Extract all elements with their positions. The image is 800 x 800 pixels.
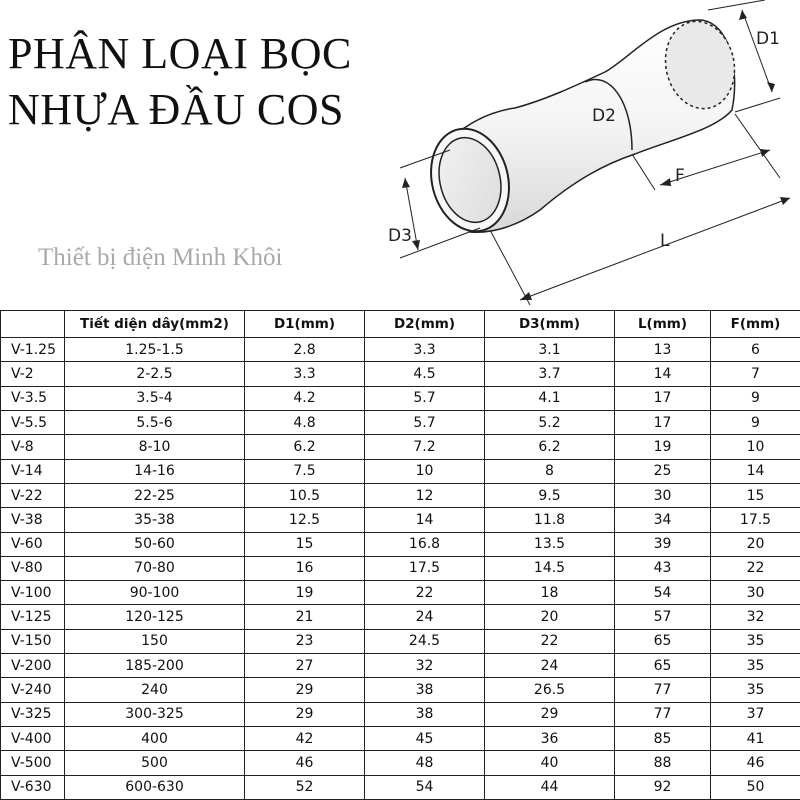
table-cell: 30 bbox=[615, 483, 711, 507]
row-code-cell: V-325 bbox=[1, 702, 65, 726]
table-row bbox=[1, 459, 800, 483]
table-cell: 150 bbox=[65, 629, 245, 653]
header-cell: D2(mm) bbox=[365, 311, 485, 338]
table-header-row bbox=[1, 311, 800, 338]
table-row bbox=[1, 581, 800, 605]
table-cell: 54 bbox=[615, 581, 711, 605]
table-cell: 21 bbox=[245, 605, 365, 629]
table-cell: 5.7 bbox=[365, 386, 485, 410]
table-cell: 35 bbox=[711, 629, 800, 653]
table-cell: 13 bbox=[615, 338, 711, 362]
table-cell: 14 bbox=[711, 459, 800, 483]
table-cell: 4.5 bbox=[365, 362, 485, 386]
table-cell: 12.5 bbox=[245, 508, 365, 532]
table-cell: 3.1 bbox=[485, 338, 615, 362]
table-cell: 5.2 bbox=[485, 410, 615, 434]
table-cell: 3.5-4 bbox=[65, 386, 245, 410]
header-cell: Tiết diện dây(mm2) bbox=[65, 311, 245, 338]
table-cell: 29 bbox=[245, 702, 365, 726]
table-cell: 17.5 bbox=[365, 556, 485, 580]
row-code-cell: V-1.25 bbox=[1, 338, 65, 362]
table-cell: 19 bbox=[245, 581, 365, 605]
header-cell: F(mm) bbox=[711, 311, 800, 338]
table-cell: 38 bbox=[365, 678, 485, 702]
table-row bbox=[1, 775, 800, 799]
table-body bbox=[1, 338, 800, 800]
table-cell: 45 bbox=[365, 727, 485, 751]
table-cell: 14 bbox=[365, 508, 485, 532]
table-cell: 40 bbox=[485, 751, 615, 775]
table-cell: 27 bbox=[245, 654, 365, 678]
table-cell: 36 bbox=[485, 727, 615, 751]
table-cell: 14-16 bbox=[65, 459, 245, 483]
table-row bbox=[1, 654, 800, 678]
row-code-cell: V-80 bbox=[1, 556, 65, 580]
table-cell: 38 bbox=[365, 702, 485, 726]
spec-table bbox=[0, 310, 800, 800]
table-cell: 10 bbox=[711, 435, 800, 459]
table-row bbox=[1, 483, 800, 507]
table-cell: 6.2 bbox=[245, 435, 365, 459]
d2-label: D2 bbox=[592, 106, 616, 126]
table-cell: 54 bbox=[365, 775, 485, 799]
row-code-cell: V-500 bbox=[1, 751, 65, 775]
table-cell: 70-80 bbox=[65, 556, 245, 580]
row-code-cell: V-400 bbox=[1, 727, 65, 751]
table-cell: 65 bbox=[615, 629, 711, 653]
header-cell: D1(mm) bbox=[245, 311, 365, 338]
table-cell: 13.5 bbox=[485, 532, 615, 556]
table-cell: 14.5 bbox=[485, 556, 615, 580]
table-cell: 5.5-6 bbox=[65, 410, 245, 434]
table-cell: 41 bbox=[711, 727, 800, 751]
row-code-cell: V-8 bbox=[1, 435, 65, 459]
table-cell: 85 bbox=[615, 727, 711, 751]
table-cell: 8-10 bbox=[65, 435, 245, 459]
row-code-cell: V-38 bbox=[1, 508, 65, 532]
table-cell: 7.5 bbox=[245, 459, 365, 483]
table-cell: 17.5 bbox=[711, 508, 800, 532]
table-cell: 5.7 bbox=[365, 410, 485, 434]
table-cell: 77 bbox=[615, 678, 711, 702]
row-code-cell: V-630 bbox=[1, 775, 65, 799]
table-cell: 500 bbox=[65, 751, 245, 775]
table-cell: 65 bbox=[615, 654, 711, 678]
header-cell bbox=[1, 311, 65, 338]
row-code-cell: V-60 bbox=[1, 532, 65, 556]
table-cell: 15 bbox=[711, 483, 800, 507]
table-cell: 9 bbox=[711, 386, 800, 410]
table-cell: 35 bbox=[711, 654, 800, 678]
table-row bbox=[1, 410, 800, 434]
table-cell: 34 bbox=[615, 508, 711, 532]
table-cell: 16 bbox=[245, 556, 365, 580]
table-row bbox=[1, 702, 800, 726]
header-cell: L(mm) bbox=[615, 311, 711, 338]
table-cell: 90-100 bbox=[65, 581, 245, 605]
row-code-cell: V-22 bbox=[1, 483, 65, 507]
table-cell: 17 bbox=[615, 386, 711, 410]
row-code-cell: V-150 bbox=[1, 629, 65, 653]
table-cell: 29 bbox=[485, 702, 615, 726]
table-cell: 15 bbox=[245, 532, 365, 556]
table-cell: 23 bbox=[245, 629, 365, 653]
table-cell: 14 bbox=[615, 362, 711, 386]
table-cell: 46 bbox=[711, 751, 800, 775]
table-row bbox=[1, 556, 800, 580]
table-cell: 3.3 bbox=[365, 338, 485, 362]
table-cell: 32 bbox=[711, 605, 800, 629]
table-cell: 92 bbox=[615, 775, 711, 799]
table-cell: 88 bbox=[615, 751, 711, 775]
table-cell: 3.3 bbox=[245, 362, 365, 386]
table-cell: 35 bbox=[711, 678, 800, 702]
table-cell: 22 bbox=[485, 629, 615, 653]
table-cell: 24.5 bbox=[365, 629, 485, 653]
table-cell: 77 bbox=[615, 702, 711, 726]
row-code-cell: V-200 bbox=[1, 654, 65, 678]
table-cell: 42 bbox=[245, 727, 365, 751]
table-row bbox=[1, 678, 800, 702]
title-line-1: PHÂN LOẠI BỌC bbox=[8, 29, 352, 78]
table-row bbox=[1, 605, 800, 629]
table-cell: 185-200 bbox=[65, 654, 245, 678]
l-label: L bbox=[660, 231, 670, 251]
row-code-cell: V-5.5 bbox=[1, 410, 65, 434]
table-cell: 43 bbox=[615, 556, 711, 580]
table-cell: 52 bbox=[245, 775, 365, 799]
row-code-cell: V-14 bbox=[1, 459, 65, 483]
table-cell: 9.5 bbox=[485, 483, 615, 507]
table-row bbox=[1, 508, 800, 532]
table-cell: 7.2 bbox=[365, 435, 485, 459]
row-code-cell: V-240 bbox=[1, 678, 65, 702]
table-cell: 10.5 bbox=[245, 483, 365, 507]
table-cell: 26.5 bbox=[485, 678, 615, 702]
table-row bbox=[1, 362, 800, 386]
table-row bbox=[1, 386, 800, 410]
table-cell: 20 bbox=[711, 532, 800, 556]
d3-label: D3 bbox=[388, 226, 412, 246]
table-row bbox=[1, 435, 800, 459]
table-cell: 35-38 bbox=[65, 508, 245, 532]
table-cell: 20 bbox=[485, 605, 615, 629]
table-cell: 120-125 bbox=[65, 605, 245, 629]
d1-label: D1 bbox=[756, 29, 780, 49]
row-code-cell: V-125 bbox=[1, 605, 65, 629]
table-cell: 22 bbox=[711, 556, 800, 580]
row-code-cell: V-2 bbox=[1, 362, 65, 386]
table-cell: 9 bbox=[711, 410, 800, 434]
table-cell: 17 bbox=[615, 410, 711, 434]
header-cell: D3(mm) bbox=[485, 311, 615, 338]
table-cell: 4.2 bbox=[245, 386, 365, 410]
table-cell: 24 bbox=[485, 654, 615, 678]
table-cell: 240 bbox=[65, 678, 245, 702]
table-cell: 30 bbox=[711, 581, 800, 605]
table-cell: 44 bbox=[485, 775, 615, 799]
table-row bbox=[1, 532, 800, 556]
table-row bbox=[1, 727, 800, 751]
table-cell: 25 bbox=[615, 459, 711, 483]
table-cell: 18 bbox=[485, 581, 615, 605]
table-cell: 22-25 bbox=[65, 483, 245, 507]
table-cell: 46 bbox=[245, 751, 365, 775]
table-cell: 12 bbox=[365, 483, 485, 507]
table-cell: 300-325 bbox=[65, 702, 245, 726]
row-code-cell: V-100 bbox=[1, 581, 65, 605]
table-cell: 11.8 bbox=[485, 508, 615, 532]
table-cell: 2-2.5 bbox=[65, 362, 245, 386]
table-cell: 37 bbox=[711, 702, 800, 726]
table-cell: 4.8 bbox=[245, 410, 365, 434]
table-cell: 50-60 bbox=[65, 532, 245, 556]
row-code-cell: V-3.5 bbox=[1, 386, 65, 410]
table-cell: 29 bbox=[245, 678, 365, 702]
table-cell: 600-630 bbox=[65, 775, 245, 799]
table-row bbox=[1, 338, 800, 362]
table-cell: 6.2 bbox=[485, 435, 615, 459]
table-cell: 4.1 bbox=[485, 386, 615, 410]
table-row bbox=[1, 629, 800, 653]
table-cell: 10 bbox=[365, 459, 485, 483]
table-cell: 48 bbox=[365, 751, 485, 775]
table-cell: 50 bbox=[711, 775, 800, 799]
table-cell: 3.7 bbox=[485, 362, 615, 386]
table-cell: 7 bbox=[711, 362, 800, 386]
f-label: F bbox=[675, 166, 685, 186]
table-cell: 57 bbox=[615, 605, 711, 629]
watermark: Thiết bị điện Minh Khôi bbox=[38, 244, 283, 271]
table-cell: 19 bbox=[615, 435, 711, 459]
title-line-2: NHỰA ĐẦU COS bbox=[8, 85, 344, 134]
table-cell: 400 bbox=[65, 727, 245, 751]
table-cell: 1.25-1.5 bbox=[65, 338, 245, 362]
terminal-sleeve-diagram bbox=[370, 0, 800, 310]
table-cell: 8 bbox=[485, 459, 615, 483]
table-cell: 32 bbox=[365, 654, 485, 678]
table-cell: 2.8 bbox=[245, 338, 365, 362]
table-cell: 24 bbox=[365, 605, 485, 629]
table-cell: 6 bbox=[711, 338, 800, 362]
table-cell: 16.8 bbox=[365, 532, 485, 556]
table-cell: 22 bbox=[365, 581, 485, 605]
page-title bbox=[8, 26, 408, 138]
table-row bbox=[1, 751, 800, 775]
table-cell: 39 bbox=[615, 532, 711, 556]
